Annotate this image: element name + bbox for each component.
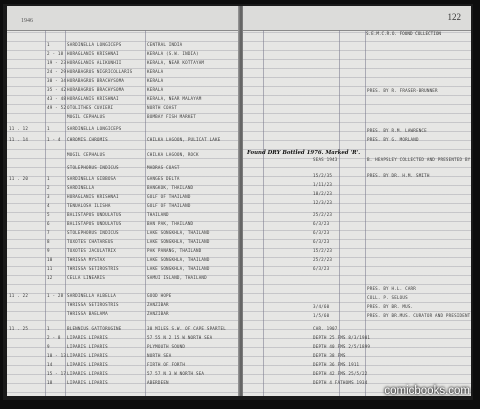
entry-name: HORABAGRUS BRACHYSOMA	[67, 78, 125, 83]
entry-name: SARDINELLA ALBELLA	[67, 293, 116, 298]
entry-locality: SAMUI ISLAND, THAILAND	[147, 275, 207, 280]
entry-date: 1/11/23	[313, 182, 333, 187]
entry-donor: B. HEAPSLEY COLLECTED AND PRESENTED BY	[367, 157, 471, 162]
entry-locality: CHILKA LAGOON, ROCK	[147, 152, 199, 157]
entry-name: HORAGLANIS ALIKUNHII	[67, 60, 122, 65]
entry-name: LIPARIS LIPARIS	[67, 380, 108, 385]
entry-locality: KERALA	[147, 78, 164, 83]
entry-no: 1	[47, 176, 50, 181]
entry-donor: COLL. P. SELOUS	[367, 295, 408, 300]
entry-name: LIPARIS LIPARIS	[67, 344, 108, 349]
entry-name: HORABAGRUS BRACHYSOMA	[67, 87, 125, 92]
entry-date: DEPTH 42 FMS 25/5/22	[313, 371, 368, 376]
entry-no: 11	[47, 266, 53, 271]
entry-no: 6	[47, 221, 50, 226]
entry-no: 1	[47, 326, 50, 331]
entry-donor: PRES. BY R.M. LAWRENCE	[367, 128, 427, 133]
entry-locality: NORTH COAST	[147, 105, 177, 110]
entry-name: SARDINELLA GIBBOSA	[67, 176, 116, 181]
entry-donor: PRES. BY R. FRASER-BRUNNER	[367, 88, 438, 93]
entry-name: HORAGLANIS KRISHNAI	[67, 96, 119, 101]
entry-no: 4	[47, 203, 50, 208]
entry-date: DEPTH 38 FMS	[313, 353, 346, 358]
entry-no: 9	[47, 248, 50, 253]
entry-no: 1	[47, 126, 50, 131]
entry-name: BALISTAPUS UNDULATUS	[67, 212, 122, 217]
entry-no: 15 - 17	[47, 371, 67, 376]
entry-donor: PRES. BY H.L. CARR	[367, 286, 416, 291]
entry-name: STOLEPHORUS INDICUS	[67, 165, 119, 170]
entry-locality: BAN PAK, THAILAND	[147, 221, 194, 226]
entry-donor: PRES. BY BR.MUS. CURATOR AND PRESIDENT	[367, 313, 471, 318]
entry-no: 10 - 13	[47, 353, 67, 358]
entry-locality: GANGES DELTA	[147, 176, 180, 181]
entry-no: 30 - 34	[47, 78, 67, 83]
entry-locality: KERALA, NEAR KOTTAYAM	[147, 60, 205, 65]
entry-locality: THAILAND	[147, 212, 169, 217]
entry-date: DEPTH 25 FMS 8/3/1901	[313, 335, 371, 340]
entry-locality: 57 55 N 2 15 W NORTH SEA	[147, 335, 213, 340]
entry-no: 1 - 4	[47, 137, 61, 142]
entry-no: 2	[47, 185, 50, 190]
entry-no: 5	[47, 212, 50, 217]
entry-no: 3	[47, 194, 50, 199]
entry-name: HORAGLANIS KRISHNAI	[67, 194, 119, 199]
entry-date: 25/2/23	[313, 257, 333, 262]
entry-name: THRISSA MYSTAX	[67, 257, 106, 262]
entry-locality: MADRAS COAST	[147, 165, 180, 170]
entry-locality: GULF OF THAILAND	[147, 203, 191, 208]
entry-name: STOLEPHORUS INDICUS	[67, 230, 119, 235]
entry-name: THRISSA SETIROSTRIS	[67, 266, 119, 271]
entry-date: DEPTH 40 FMS 2/5/1899	[313, 344, 371, 349]
entry-name: OTOLITHES CUVIERI	[67, 105, 114, 110]
entry-date: DEPTH 4 FATHOMS 1934	[313, 380, 368, 385]
entry-name: CELLA LINEARIS	[67, 275, 106, 280]
entry-locality: BANGKOK, THAILAND	[147, 185, 194, 190]
entry-locality: LAKE SONGKHLA, THAILAND	[147, 266, 210, 271]
entry-date: 6/3/23	[313, 230, 330, 235]
entry-no: 18	[47, 380, 53, 385]
entry-locality: LAKE SONGKHLA, THAILAND	[147, 239, 210, 244]
entry-name: MUGIL CEPHALUS	[67, 152, 106, 157]
entry-no: 12	[47, 275, 53, 280]
entry-name: HORABAGRUS NIGRICOLLARIS	[67, 69, 133, 74]
entry-name: CHROMIS CHROMIS	[67, 137, 108, 142]
entry-name: SARDINELLA LONGICEPS	[67, 126, 122, 131]
entry-date: SEAS 1943	[313, 157, 338, 162]
entry-date: 3/4/60	[313, 304, 330, 309]
entry-name: MUGIL CEPHALUS	[67, 114, 106, 119]
column-rule	[45, 30, 46, 396]
margin-annotation: Found DRY Bottled 1976. Marked 'R'.	[247, 150, 361, 156]
entry-reg: 11 . 12	[9, 126, 29, 131]
right-header-band	[243, 6, 471, 31]
column-rule	[145, 30, 146, 396]
entry-no: 1 - 28	[47, 293, 64, 298]
entry-no: 35 - 42	[47, 87, 67, 92]
entry-name: TOXOTES CHATAREUS	[67, 239, 114, 244]
entry-name: TOXOTES JACULATRIX	[67, 248, 116, 253]
left-page	[7, 6, 240, 396]
entry-locality: 57 57 N 3 W NORTH SEA	[147, 371, 205, 376]
entry-no: 19 - 23	[47, 60, 67, 65]
entry-date: 15/2/35	[313, 173, 333, 178]
right-page	[243, 6, 471, 396]
entry-no: 49 - 52	[47, 105, 67, 110]
entry-locality: ZANZIBAR	[147, 311, 169, 316]
entry-no: 2 - 8	[47, 335, 61, 340]
entry-locality: 30 MILES S.W. OF CAPE SPARTEL	[147, 326, 226, 331]
entry-name: SARDINELLA	[67, 185, 95, 190]
entry-no: 9	[47, 344, 50, 349]
page-year: 1946	[21, 18, 33, 24]
entry-locality: ZANZIBAR	[147, 302, 169, 307]
entry-name: LIPARIS LIPARIS	[67, 335, 108, 340]
entry-no: 43 - 48	[47, 96, 67, 101]
entry-locality: KERALA	[147, 87, 164, 92]
entry-date: 15/2/23	[313, 248, 333, 253]
entry-name: LIPARIS LIPARIS	[67, 353, 108, 358]
entry-locality: KERALA (S.W. INDIA)	[147, 51, 199, 56]
entry-locality: LAKE SONGKHLA, THAILAND	[147, 257, 210, 262]
watermark-text: comicbooks.com	[384, 385, 470, 397]
left-header-band	[7, 6, 239, 31]
entry-name: HORAGLANIS KRISHNAI	[67, 51, 119, 56]
entry-date: 12/3/23	[313, 200, 333, 205]
entry-no: 7	[47, 230, 50, 235]
collection-note: S.E.M.C.R.O. FOUND COLLECTION	[365, 32, 441, 37]
entry-locality: PAK PANANG, THAILAND	[147, 248, 202, 253]
entry-locality: GOOD HOPE	[147, 293, 172, 298]
entry-date: 1/5/60	[313, 313, 330, 318]
entry-name: BALISTAPUS UNDULATUS	[67, 221, 122, 226]
entry-name: THRISSA SETIROSTRIS	[67, 302, 119, 307]
entry-date: 18/2/23	[313, 191, 333, 196]
entry-locality: ABERDEEN	[147, 380, 169, 385]
entry-date: 6/3/23	[313, 221, 330, 226]
ledger-book	[3, 4, 473, 400]
page-number: 122	[447, 12, 461, 22]
entry-reg: 11 . 25	[9, 326, 29, 331]
entry-locality: KERALA, NEAR MALAYAM	[147, 96, 202, 101]
entry-no: 8	[47, 239, 50, 244]
entry-name: BLENNIUS GATTORUGINE	[67, 326, 122, 331]
column-rule	[263, 30, 264, 396]
entry-no: 24 - 29	[47, 69, 67, 74]
entry-locality: NORTH SEA	[147, 353, 172, 358]
entry-donor: PRES. BY BR. MUS.	[367, 304, 414, 309]
entry-donor: PRES. BY G. MORLAND	[367, 137, 419, 142]
entry-locality: PLYMOUTH SOUND	[147, 344, 186, 349]
entry-locality: FIRTH OF FORTH	[147, 362, 186, 367]
entry-donor: PRES. BY DR. H.M. SMITH	[367, 173, 430, 178]
entry-name: LIPARIS LIPARIS	[67, 362, 108, 367]
entry-locality: CENTRAL INDIA	[147, 42, 183, 47]
entry-locality: BOMBAY FISH MARKET	[147, 114, 196, 119]
entry-reg: 11 . 22	[9, 293, 29, 298]
entry-name: TENUALOSA ILISHA	[67, 203, 111, 208]
entry-no: 1	[47, 42, 50, 47]
entry-date: 25/2/23	[313, 212, 333, 217]
entry-locality: KERALA	[147, 69, 164, 74]
entry-date: DEPTH 36 FMS 1911	[313, 362, 360, 367]
entry-locality: LAKE SONGKHLA, THAILAND	[147, 230, 210, 235]
entry-reg: 11 . 20	[9, 176, 29, 181]
entry-no: 2 - 18	[47, 51, 64, 56]
entry-no: 14	[47, 362, 53, 367]
entry-name: SARDINELLA LONGICEPS	[67, 42, 122, 47]
entry-locality: CHILKA LAGOON, PULICAT LAKE	[147, 137, 221, 142]
entry-name: LIPARIS LIPARIS	[67, 371, 108, 376]
entry-name: THRISSA BAELAMA	[67, 311, 108, 316]
entry-reg: 11 . 14	[9, 137, 29, 142]
entry-locality: GULF OF THAILAND	[147, 194, 191, 199]
entry-date: 6/3/23	[313, 239, 330, 244]
entry-date: CAR. 1907	[313, 326, 338, 331]
entry-no: 10	[47, 257, 53, 262]
entry-date: 6/3/23	[313, 266, 330, 271]
